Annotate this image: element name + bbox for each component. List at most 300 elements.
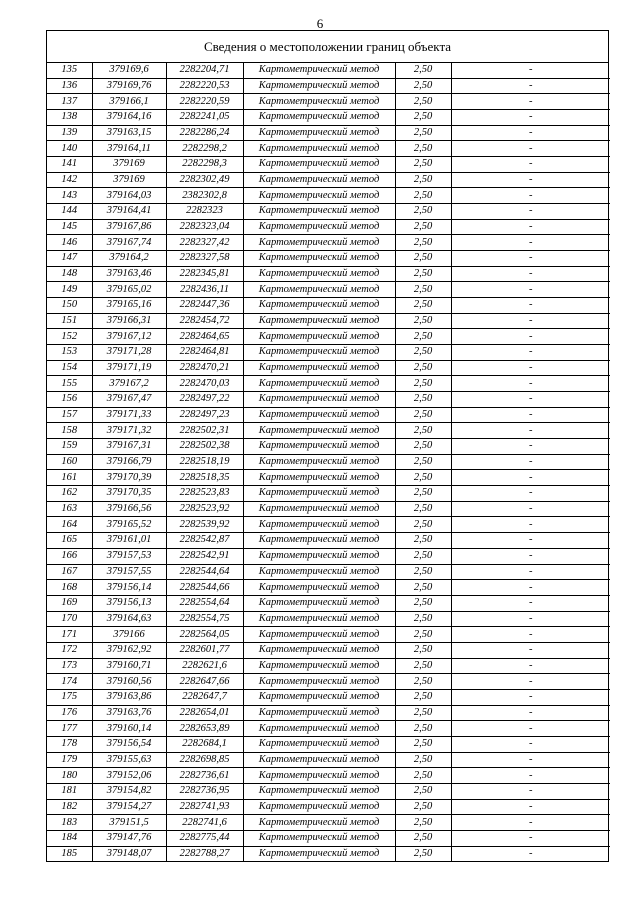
accuracy-cell: 2,50 [395,752,451,768]
point-number-cell: 161 [47,470,92,486]
table-row [47,392,610,408]
y-coordinate-cell: 2282736,95 [166,783,243,799]
method-cell: Картометрический метод [243,110,395,126]
point-number-cell: 162 [47,486,92,502]
point-number-cell: 170 [47,611,92,627]
accuracy-cell: 2,50 [395,454,451,470]
point-number-cell: 148 [47,266,92,282]
table-row [47,63,610,78]
accuracy-cell: 2,50 [395,188,451,204]
x-coordinate-cell: 379171,32 [92,423,166,439]
table-row [47,282,610,298]
x-coordinate-cell: 379163,15 [92,125,166,141]
accuracy-cell: 2,50 [395,376,451,392]
accuracy-cell: 2,50 [395,564,451,580]
table-row [47,423,610,439]
description-cell: - [451,423,610,439]
description-cell: - [451,329,610,345]
accuracy-cell: 2,50 [395,63,451,78]
point-number-cell: 141 [47,157,92,173]
x-coordinate-cell: 379164,16 [92,110,166,126]
x-coordinate-cell: 379164,41 [92,204,166,220]
y-coordinate-cell: 2282447,36 [166,298,243,314]
point-number-cell: 166 [47,548,92,564]
table-row [47,172,610,188]
point-number-cell: 182 [47,799,92,815]
x-coordinate-cell: 379164,63 [92,611,166,627]
method-cell: Картометрический метод [243,392,395,408]
point-number-cell: 177 [47,721,92,737]
point-number-cell: 174 [47,674,92,690]
description-cell: - [451,360,610,376]
accuracy-cell: 2,50 [395,125,451,141]
y-coordinate-cell: 2282518,35 [166,470,243,486]
y-coordinate-cell: 2282542,87 [166,533,243,549]
y-coordinate-cell: 2282454,72 [166,313,243,329]
y-coordinate-cell: 2382302,8 [166,188,243,204]
description-cell: - [451,454,610,470]
description-cell: - [451,783,610,799]
method-cell: Картометрический метод [243,846,395,861]
method-cell: Картометрический метод [243,172,395,188]
description-cell: - [451,63,610,78]
y-coordinate-cell: 2282220,53 [166,78,243,94]
description-cell: - [451,642,610,658]
method-cell: Картометрический метод [243,266,395,282]
point-number-cell: 176 [47,705,92,721]
point-number-cell: 164 [47,517,92,533]
method-cell: Картометрический метод [243,783,395,799]
y-coordinate-cell: 2282647,66 [166,674,243,690]
description-cell: - [451,94,610,110]
description-cell: - [451,266,610,282]
table-row [47,266,610,282]
y-coordinate-cell: 2282345,81 [166,266,243,282]
x-coordinate-cell: 379171,28 [92,345,166,361]
point-number-cell: 169 [47,595,92,611]
method-cell: Картометрический метод [243,360,395,376]
description-cell: - [451,736,610,752]
y-coordinate-cell: 2282436,11 [166,282,243,298]
x-coordinate-cell: 379154,27 [92,799,166,815]
x-coordinate-cell: 379167,86 [92,219,166,235]
table-row [47,674,610,690]
y-coordinate-cell: 2282554,75 [166,611,243,627]
description-cell: - [451,752,610,768]
y-coordinate-cell: 2282741,93 [166,799,243,815]
x-coordinate-cell: 379165,02 [92,282,166,298]
point-number-cell: 140 [47,141,92,157]
table-row [47,454,610,470]
point-number-cell: 158 [47,423,92,439]
y-coordinate-cell: 2282653,89 [166,721,243,737]
y-coordinate-cell: 2282564,05 [166,627,243,643]
accuracy-cell: 2,50 [395,705,451,721]
method-cell: Картометрический метод [243,94,395,110]
method-cell: Картометрический метод [243,376,395,392]
accuracy-cell: 2,50 [395,815,451,831]
y-coordinate-cell: 2282327,58 [166,251,243,267]
boundary-table-frame [46,30,609,862]
description-cell: - [451,627,610,643]
point-number-cell: 183 [47,815,92,831]
method-cell: Картометрический метод [243,157,395,173]
description-cell: - [451,815,610,831]
x-coordinate-cell: 379170,39 [92,470,166,486]
method-cell: Картометрический метод [243,204,395,220]
description-cell: - [451,689,610,705]
method-cell: Картометрический метод [243,736,395,752]
x-coordinate-cell: 379165,16 [92,298,166,314]
method-cell: Картометрический метод [243,674,395,690]
y-coordinate-cell: 2282302,49 [166,172,243,188]
accuracy-cell: 2,50 [395,611,451,627]
table-row [47,439,610,455]
y-coordinate-cell: 2282542,91 [166,548,243,564]
table-row [47,548,610,564]
page-number: 6 [316,16,324,31]
accuracy-cell: 2,50 [395,768,451,784]
description-cell: - [451,345,610,361]
accuracy-cell: 2,50 [395,423,451,439]
x-coordinate-cell: 379166 [92,627,166,643]
description-cell: - [451,705,610,721]
y-coordinate-cell: 2282497,22 [166,392,243,408]
accuracy-cell: 2,50 [395,548,451,564]
table-row [47,517,610,533]
x-coordinate-cell: 379171,33 [92,407,166,423]
description-cell: - [451,141,610,157]
point-number-cell: 179 [47,752,92,768]
y-coordinate-cell: 2282298,3 [166,157,243,173]
description-cell: - [451,78,610,94]
point-number-cell: 160 [47,454,92,470]
accuracy-cell: 2,50 [395,736,451,752]
method-cell: Картометрический метод [243,407,395,423]
table-row [47,486,610,502]
y-coordinate-cell: 2282518,19 [166,454,243,470]
point-number-cell: 155 [47,376,92,392]
x-coordinate-cell: 379170,35 [92,486,166,502]
table-row [47,94,610,110]
accuracy-cell: 2,50 [395,313,451,329]
table-row [47,188,610,204]
method-cell: Картометрический метод [243,548,395,564]
point-number-cell: 138 [47,110,92,126]
method-cell: Картометрический метод [243,533,395,549]
table-row [47,799,610,815]
point-number-cell: 178 [47,736,92,752]
accuracy-cell: 2,50 [395,830,451,846]
description-cell: - [451,251,610,267]
description-cell: - [451,501,610,517]
table-row [47,611,610,627]
description-cell: - [451,407,610,423]
accuracy-cell: 2,50 [395,533,451,549]
point-number-cell: 135 [47,63,92,78]
y-coordinate-cell: 2282323 [166,204,243,220]
method-cell: Картометрический метод [243,721,395,737]
table-row [47,580,610,596]
accuracy-cell: 2,50 [395,846,451,861]
accuracy-cell: 2,50 [395,157,451,173]
table-row [47,689,610,705]
table-row [47,564,610,580]
point-number-cell: 139 [47,125,92,141]
y-coordinate-cell: 2282554,64 [166,595,243,611]
method-cell: Картометрический метод [243,125,395,141]
method-cell: Картометрический метод [243,564,395,580]
point-number-cell: 163 [47,501,92,517]
description-cell: - [529,847,533,859]
point-number-cell: 149 [47,282,92,298]
accuracy-cell: 2,50 [395,360,451,376]
method-cell: Картометрический метод [243,423,395,439]
point-number-cell: 143 [47,188,92,204]
method-cell: Картометрический метод [243,298,395,314]
table-row [47,407,610,423]
accuracy-cell: 2,50 [395,783,451,799]
description-cell: - [451,235,610,251]
accuracy-cell: 2,50 [395,251,451,267]
table-row [47,329,610,345]
description-cell: - [451,611,610,627]
x-coordinate-cell: 379163,46 [92,266,166,282]
accuracy-cell: 2,50 [395,266,451,282]
y-coordinate-cell: 2282741,6 [166,815,243,831]
table-row [47,815,610,831]
description-cell: - [451,548,610,564]
accuracy-cell: 2,50 [395,689,451,705]
description-cell: - [451,376,610,392]
table-row [47,125,610,141]
y-coordinate-cell: 2282470,21 [166,360,243,376]
boundary-points-table [47,63,610,861]
point-number-cell: 154 [47,360,92,376]
x-coordinate-cell: 379164,03 [92,188,166,204]
y-coordinate-cell: 2282647,7 [166,689,243,705]
method-cell: Картометрический метод [243,642,395,658]
x-coordinate-cell: 379171,19 [92,360,166,376]
table-row [47,345,610,361]
method-cell: Картометрический метод [243,282,395,298]
y-coordinate-cell: 2282698,85 [166,752,243,768]
description-cell: - [451,533,610,549]
accuracy-cell: 2,50 [395,94,451,110]
x-coordinate-cell: 379163,76 [92,705,166,721]
table-body [47,63,610,861]
table-row [47,157,610,173]
point-number-cell: 152 [47,329,92,345]
method-cell: Картометрический метод [243,689,395,705]
point-number-cell: 175 [47,689,92,705]
point-number-cell: 137 [47,94,92,110]
table-row [47,298,610,314]
x-coordinate-cell: 379160,14 [92,721,166,737]
x-coordinate-cell: 379157,53 [92,548,166,564]
point-number-cell: 156 [47,392,92,408]
x-coordinate-cell: 379156,54 [92,736,166,752]
table-row [47,752,610,768]
y-coordinate-cell: 2282220,59 [166,94,243,110]
x-coordinate-cell: 379151,5 [92,815,166,831]
x-coordinate-cell: 379156,14 [92,580,166,596]
table-row [47,376,610,392]
table-row [47,658,610,674]
method-cell: Картометрический метод [243,78,395,94]
x-coordinate-cell: 379166,79 [92,454,166,470]
description-cell: - [451,172,610,188]
y-coordinate-cell: 2282241,05 [166,110,243,126]
x-coordinate-cell: 379157,55 [92,564,166,580]
table-row [47,470,610,486]
table-row [47,642,610,658]
accuracy-cell: 2,50 [395,345,451,361]
point-number-cell: 153 [47,345,92,361]
accuracy-cell: 2,50 [395,721,451,737]
y-coordinate-cell: 2282470,03 [166,376,243,392]
method-cell: Картометрический метод [243,454,395,470]
x-coordinate-cell: 379161,01 [92,533,166,549]
x-coordinate-cell: 379155,63 [92,752,166,768]
y-coordinate-cell: 2282736,61 [166,768,243,784]
table-row [47,204,610,220]
accuracy-cell: 2,50 [395,282,451,298]
table-row [47,783,610,799]
x-coordinate-cell: 379167,74 [92,235,166,251]
point-number-cell: 173 [47,658,92,674]
table-row [47,705,610,721]
x-coordinate-cell: 379169,6 [92,63,166,78]
description-cell: - [451,219,610,235]
y-coordinate-cell: 2282204,71 [166,63,243,78]
method-cell: Картометрический метод [243,235,395,251]
x-coordinate-cell: 379160,56 [92,674,166,690]
point-number-cell: 171 [47,627,92,643]
accuracy-cell: 2,50 [395,595,451,611]
x-coordinate-cell: 379167,2 [92,376,166,392]
table-row [47,360,610,376]
point-number-cell: 144 [47,204,92,220]
y-coordinate-cell: 2282684,1 [166,736,243,752]
accuracy-cell: 2,50 [395,141,451,157]
method-cell: Картометрический метод [243,63,395,78]
accuracy-cell: 2,50 [395,486,451,502]
point-number-cell: 151 [47,313,92,329]
method-cell: Картометрический метод [243,705,395,721]
method-cell: Картометрический метод [243,799,395,815]
description-cell: - [451,439,610,455]
description-cell: - [451,595,610,611]
description-cell: - [451,830,610,846]
table-row [47,219,610,235]
point-number-cell: 142 [47,172,92,188]
x-coordinate-cell: 379165,52 [92,517,166,533]
table-row [47,501,610,517]
method-cell: Картометрический метод [243,517,395,533]
x-coordinate-cell: 379147,76 [92,830,166,846]
table-row [47,313,610,329]
method-cell: Картометрический метод [243,830,395,846]
x-coordinate-cell: 379167,47 [92,392,166,408]
point-number-cell: 150 [47,298,92,314]
method-cell: Картометрический метод [243,815,395,831]
point-number-cell: 167 [47,564,92,580]
method-cell: Картометрический метод [243,313,395,329]
y-coordinate-cell: 2282544,64 [166,564,243,580]
method-cell: Картометрический метод [243,141,395,157]
point-number-cell: 145 [47,219,92,235]
description-cell: - [451,658,610,674]
accuracy-cell: 2,50 [395,219,451,235]
method-cell: Картометрический метод [243,486,395,502]
description-cell: - [451,799,610,815]
point-number-cell: 165 [47,533,92,549]
table-row [47,235,610,251]
point-number-cell: 168 [47,580,92,596]
accuracy-cell: 2,50 [395,298,451,314]
description-cell: - [451,768,610,784]
method-cell: Картометрический метод [243,345,395,361]
point-number-cell: 184 [47,830,92,846]
method-cell: Картометрический метод [243,251,395,267]
table-row [47,768,610,784]
x-coordinate-cell: 379164,11 [92,141,166,157]
table-title: Сведения о местоположении границ объекта [47,31,608,63]
description-cell: - [451,204,610,220]
description-cell: - [451,674,610,690]
x-coordinate-cell: 379169,76 [92,78,166,94]
description-cell: - [451,110,610,126]
description-cell: - [451,298,610,314]
y-coordinate-cell: 2282502,38 [166,439,243,455]
table-row [47,251,610,267]
y-coordinate-cell: 2282286,24 [166,125,243,141]
x-coordinate-cell: 379162,92 [92,642,166,658]
method-cell: Картометрический метод [243,188,395,204]
method-cell: Картометрический метод [243,768,395,784]
y-coordinate-cell: 2282497,23 [166,407,243,423]
x-coordinate-cell: 379169 [92,157,166,173]
x-coordinate-cell: 379163,86 [92,689,166,705]
x-coordinate-cell: 379160,71 [92,658,166,674]
accuracy-cell: 2,50 [395,642,451,658]
y-coordinate-cell: 2282539,92 [166,517,243,533]
point-number-cell: 147 [47,251,92,267]
method-cell: Картометрический метод [243,501,395,517]
x-coordinate-cell: 379148,07 [92,846,166,861]
accuracy-cell: 2,50 [395,799,451,815]
y-coordinate-cell: 2282621,6 [166,658,243,674]
description-cell: - [451,564,610,580]
accuracy-cell: 2,50 [395,392,451,408]
accuracy-cell: 2,50 [395,78,451,94]
point-number-cell: 136 [47,78,92,94]
x-coordinate-cell: 379164,2 [92,251,166,267]
y-coordinate-cell: 2282464,81 [166,345,243,361]
point-number-cell: 181 [47,783,92,799]
accuracy-cell: 2,50 [395,329,451,345]
method-cell: Картометрический метод [243,752,395,768]
y-coordinate-cell: 2282327,42 [166,235,243,251]
y-coordinate-cell: 2282523,92 [166,501,243,517]
method-cell: Картометрический метод [243,580,395,596]
method-cell: Картометрический метод [243,611,395,627]
description-cell: - [451,580,610,596]
description-cell: - [451,721,610,737]
point-number-cell: 180 [47,768,92,784]
accuracy-cell: 2,50 [395,627,451,643]
